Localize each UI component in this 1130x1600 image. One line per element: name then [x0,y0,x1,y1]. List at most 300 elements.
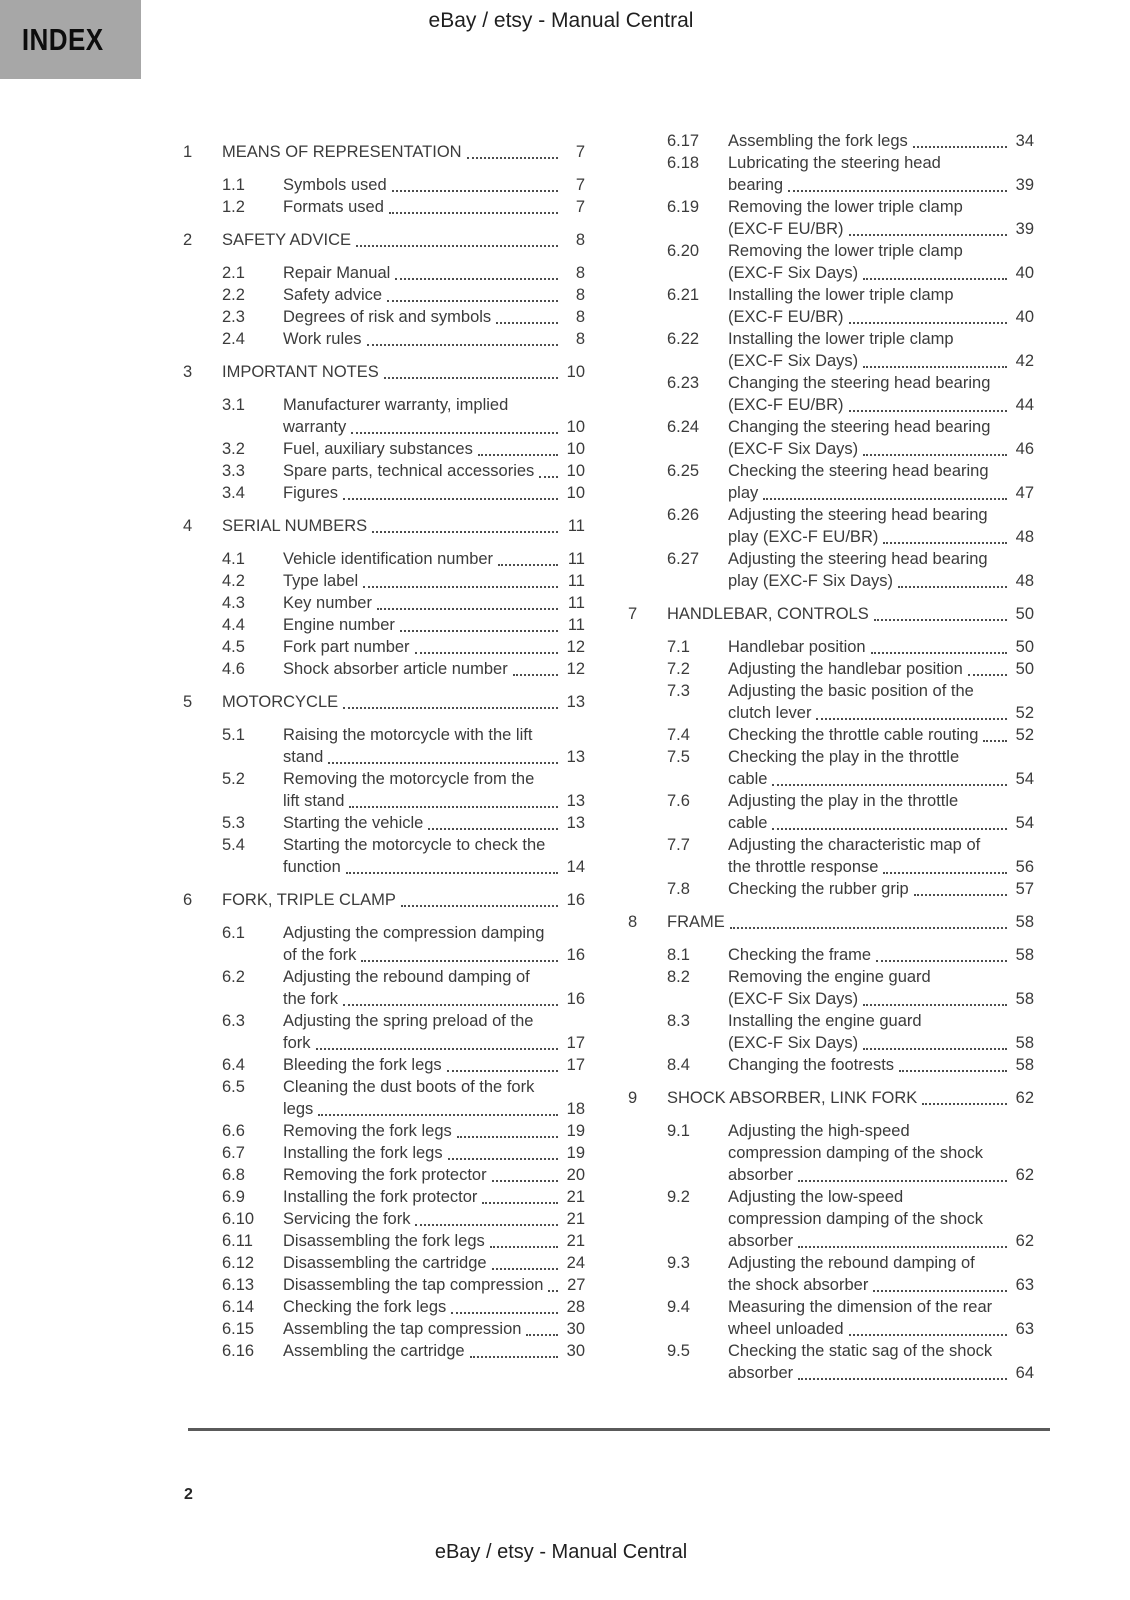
toc-entry-page-number: 39 [1015,220,1034,238]
toc-entry-number: 2.3 [222,308,245,326]
toc-entry-title-block [283,834,585,878]
dot-leader [400,630,558,632]
toc-entry-title-block [283,1274,585,1296]
toc-entry-text: compression damping of the shock [728,1144,983,1162]
toc-entry-page-number: 12 [566,660,585,678]
dot-leader [763,498,1007,500]
toc-entry-page-number: 11 [567,594,585,612]
toc-entry-number: 7.3 [667,682,690,700]
toc-entry-number: 6.9 [222,1188,245,1206]
toc-entry-text: Assembling the cartridge [283,1342,465,1360]
toc-entry-text: Fork part number [283,638,410,656]
toc-section-entry [183,636,585,658]
toc-entry-page-number: 30 [566,1342,585,1360]
toc-section-entry [628,834,1034,878]
toc-entry-text: stand [283,748,324,766]
dot-leader [788,190,1007,192]
toc-entry-title-block [728,636,1034,658]
toc-entry-number: 6.17 [667,132,700,150]
dot-leader [883,872,1007,874]
toc-entry-number: 2.2 [222,286,245,304]
toc-entry-page-number: 10 [566,462,585,480]
toc-entry-text: Adjusting the compression damping [283,924,545,942]
toc-entry-title-block [283,592,585,614]
toc-entry-number: 2 [183,231,193,249]
toc-entry-page-number: 54 [1015,770,1034,788]
page-number: 2 [184,1486,193,1503]
toc-entry-page-number: 8 [575,264,585,282]
toc-section-entry [628,1186,1034,1252]
dot-leader [849,410,1008,412]
toc-entry-number: 3.2 [222,440,245,458]
toc-entry-title-block [222,889,585,911]
toc-entry-text: Installing the fork legs [283,1144,443,1162]
toc-entry-title-block [283,1164,585,1186]
toc-entry-title-block [283,768,585,812]
toc-section-entry [183,482,585,504]
dot-leader [490,1246,558,1248]
toc-entry-text: the fork [283,990,339,1008]
toc-entry-number: 5.1 [222,726,245,744]
toc-entry-title-block [222,515,585,537]
toc-entry-number: 7.7 [667,836,690,854]
toc-entry-page-number: 21 [566,1232,585,1250]
toc-entry-text: Adjusting the rebound damping of [728,1254,975,1272]
toc-entry-page-number: 40 [1015,264,1034,282]
toc-entry-text: (EXC-F Six Days) [728,352,859,370]
toc-entry-number: 2.1 [222,264,245,282]
toc-entry-text: Type label [283,572,359,590]
dot-leader [351,432,558,434]
toc-entry-number: 6.10 [222,1210,255,1228]
toc-entry-text: IMPORTANT NOTES [222,363,379,381]
toc-entry-text: MEANS OF REPRESENTATION [222,143,462,161]
dot-leader [730,927,1007,929]
dot-leader [448,1158,558,1160]
toc-section-entry [183,1142,585,1164]
toc-entry-text: SERIAL NUMBERS [222,517,368,535]
toc-entry-page-number: 63 [1015,1320,1034,1338]
toc-entry-title-block [283,570,585,592]
toc-entry-text: Removing the motorcycle from the [283,770,535,788]
toc-entry-number: 6.3 [222,1012,245,1030]
toc-entry-page-number: 14 [566,858,585,876]
toc-entry-title-block [283,482,585,504]
toc-entry-text: (EXC-F Six Days) [728,1034,859,1052]
toc-entry-title-block [728,328,1034,372]
toc-section-entry [183,438,585,460]
toc-entry-text: legs [283,1100,314,1118]
toc-entry-number: 8.3 [667,1012,690,1030]
toc-entry-page-number: 39 [1015,176,1034,194]
toc-entry-title-block [222,141,585,163]
toc-entry-title-block [728,284,1034,328]
dot-leader [384,377,558,379]
toc-section-entry [183,1010,585,1054]
toc-entry-title-block [283,196,585,218]
toc-entry-title-block [667,1087,1034,1109]
dot-leader [863,366,1007,368]
toc-entry-title-block [283,460,585,482]
toc-entry-page-number: 11 [567,550,585,568]
toc-section-entry [628,372,1034,416]
toc-entry-text: Adjusting the steering head bearing [728,550,988,568]
dot-leader [496,322,558,324]
toc-entry-text: MOTORCYCLE [222,693,339,711]
toc-entry-title-block [283,1296,585,1318]
toc-entry-text: Assembling the fork legs [728,132,908,150]
toc-entry-title-block [728,130,1034,152]
toc-entry-text: Changing the footrests [728,1056,895,1074]
toc-entry-title-block [728,548,1034,592]
toc-entry-page-number: 64 [1015,1364,1034,1382]
toc-entry-text: absorber [728,1232,794,1250]
toc-entry-page-number: 28 [566,1298,585,1316]
toc-entry-number: 3.4 [222,484,245,502]
toc-entry-page-number: 21 [566,1210,585,1228]
toc-entry-text: Installing the lower triple clamp [728,330,954,348]
toc-entry-title-block [283,438,585,460]
toc-section-entry [628,416,1034,460]
toc-entry-text: Disassembling the cartridge [283,1254,487,1272]
toc-entry-number: 7.5 [667,748,690,766]
toc-section-entry [183,328,585,350]
toc-section-entry [628,548,1034,592]
toc-entry-text: Adjusting the spring preload of the [283,1012,534,1030]
toc-entry-text: (EXC-F EU/BR) [728,308,844,326]
toc-entry-title-block [728,196,1034,240]
toc-section-entry [628,966,1034,1010]
toc-entry-number: 6.24 [667,418,700,436]
toc-section-entry [628,152,1034,196]
toc-entry-page-number: 7 [575,143,585,161]
toc-entry-number: 6.22 [667,330,700,348]
toc-entry-text: Installing the fork protector [283,1188,478,1206]
dot-leader [863,1004,1007,1006]
toc-entry-text: the shock absorber [728,1276,869,1294]
toc-entry-text: Servicing the fork [283,1210,411,1228]
toc-entry-title-block [728,1054,1034,1076]
toc-entry-title-block [728,680,1034,724]
toc-section-entry [183,1208,585,1230]
toc-entry-number: 6.20 [667,242,700,260]
dot-leader [863,454,1007,456]
toc-chapter-entry [628,911,1034,933]
dot-leader [539,476,558,478]
toc-entry-number: 4 [183,517,193,535]
toc-entry-title-block [728,966,1034,1010]
toc-entry-page-number: 7 [575,198,585,216]
dot-leader [968,674,1007,676]
toc-section-entry [183,306,585,328]
toc-entry-page-number: 20 [566,1166,585,1184]
toc-entry-number: 6.13 [222,1276,255,1294]
toc-entry-text: Changing the steering head bearing [728,418,991,436]
toc-entry-title-block [283,394,585,438]
dot-leader [387,300,558,302]
toc-entry-page-number: 8 [575,330,585,348]
toc-section-entry [628,460,1034,504]
toc-entry-page-number: 57 [1015,880,1034,898]
toc-entry-text: Removing the engine guard [728,968,931,986]
dot-leader [318,1114,558,1116]
toc-entry-text: play (EXC-F Six Days) [728,572,894,590]
toc-entry-text: play [728,484,759,502]
toc-entry-title-block [728,240,1034,284]
toc-entry-title-block [728,790,1034,834]
toc-entry-page-number: 18 [566,1100,585,1118]
dot-leader [392,190,558,192]
toc-chapter-entry [183,691,585,713]
toc-section-entry [628,1054,1034,1076]
toc-section-entry [183,570,585,592]
toc-entry-title-block [283,284,585,306]
toc-entry-number: 9 [628,1089,638,1107]
toc-entry-page-number: 13 [566,792,585,810]
toc-entry-text: Checking the steering head bearing [728,462,989,480]
toc-entry-text: Figures [283,484,339,502]
toc-entry-number: 1 [183,143,193,161]
toc-entry-text: (EXC-F Six Days) [728,264,859,282]
dot-leader [492,1268,558,1270]
toc-entry-text: Checking the static sag of the shock [728,1342,993,1360]
toc-entry-text: HANDLEBAR, CONTROLS [667,605,869,623]
toc-entry-text: Spare parts, technical accessories [283,462,535,480]
toc-entry-number: 4.5 [222,638,245,656]
toc-entry-number: 9.1 [667,1122,690,1140]
toc-entry-title-block [283,174,585,196]
toc-entry-title-block [283,1010,585,1054]
toc-entry-title-block [283,1208,585,1230]
toc-entry-text: Removing the fork legs [283,1122,452,1140]
toc-entry-text: Adjusting the basic position of the [728,682,974,700]
toc-entry-page-number: 58 [1015,946,1034,964]
toc-section-entry [183,284,585,306]
toc-entry-page-number: 13 [566,693,585,711]
toc-entry-page-number: 52 [1015,704,1034,722]
toc-entry-title-block [283,1252,585,1274]
toc-entry-number: 6.6 [222,1122,245,1140]
toc-section-entry [183,1076,585,1120]
toc-entry-text: SHOCK ABSORBER, LINK FORK [667,1089,918,1107]
dot-leader [772,828,1007,830]
toc-entry-text: Adjusting the play in the throttle [728,792,959,810]
dot-leader [849,322,1008,324]
toc-entry-number: 4.4 [222,616,245,634]
dot-leader [863,278,1007,280]
dot-leader [772,784,1007,786]
toc-entry-title-block [728,658,1034,680]
dot-leader [346,872,558,874]
dot-leader [457,1136,558,1138]
toc-section-entry [183,768,585,812]
toc-entry-number: 6.27 [667,550,700,568]
toc-entry-title-block [283,966,585,1010]
toc-chapter-entry [183,515,585,537]
dot-leader [492,1180,558,1182]
toc-section-entry [628,878,1034,900]
toc-entry-title-block [728,152,1034,196]
dot-leader [922,1103,1007,1105]
toc-entry-page-number: 21 [566,1188,585,1206]
dot-leader [798,1246,1007,1248]
toc-entry-number: 6.16 [222,1342,255,1360]
toc-entry-number: 8.2 [667,968,690,986]
toc-section-entry [183,460,585,482]
toc-entry-page-number: 58 [1015,990,1034,1008]
dot-leader [343,1004,558,1006]
toc-entry-page-number: 8 [575,286,585,304]
toc-entry-title-block [283,1230,585,1252]
toc-entry-text: Raising the motorcycle with the lift [283,726,533,744]
toc-section-entry [183,812,585,834]
dot-leader [316,1048,558,1050]
toc-entry-text: SAFETY ADVICE [222,231,351,249]
dot-leader [356,245,558,247]
toc-chapter-entry [628,603,1034,625]
toc-entry-text: Checking the throttle cable routing [728,726,979,744]
toc-entry-text: Lubricating the steering head [728,154,941,172]
toc-entry-text: compression damping of the shock [728,1210,983,1228]
toc-entry-number: 6.1 [222,924,245,942]
toc-entry-title-block [283,1340,585,1362]
toc-section-entry [183,174,585,196]
toc-entry-title-block [283,1318,585,1340]
toc-section-entry [628,328,1034,372]
toc-entry-text: (EXC-F EU/BR) [728,396,844,414]
toc-section-entry [183,834,585,878]
toc-section-entry [628,1340,1034,1384]
toc-entry-number: 6.15 [222,1320,255,1338]
toc-entry-title-block [222,691,585,713]
toc-entry-text: bearing [728,176,784,194]
dot-leader [451,1312,558,1314]
toc-entry-number: 3.1 [222,396,245,414]
toc-entry-number: 4.2 [222,572,245,590]
toc-entry-page-number: 50 [1015,660,1034,678]
toc-entry-text: Bleeding the fork legs [283,1056,442,1074]
toc-entry-page-number: 30 [566,1320,585,1338]
toc-entry-number: 3 [183,363,193,381]
toc-entry-page-number: 58 [1015,1056,1034,1074]
toc-entry-number: 6 [183,891,193,909]
toc-entry-title-block [283,658,585,680]
dot-leader [328,762,558,764]
toc-entry-page-number: 11 [567,572,585,590]
dot-leader [447,1070,558,1072]
toc-entry-text: Checking the fork legs [283,1298,447,1316]
page-footer: eBay / etsy - Manual Central [434,1541,688,1563]
toc-entry-number: 6.4 [222,1056,245,1074]
toc-entry-number: 5.4 [222,836,245,854]
dot-leader [871,652,1007,654]
toc-column-left [183,130,585,1384]
dot-leader [874,619,1007,621]
toc-entry-page-number: 58 [1015,1034,1034,1052]
toc-entry-number: 5 [183,693,193,711]
toc-entry-page-number: 46 [1015,440,1034,458]
toc-section-entry [183,1120,585,1142]
dot-leader [361,960,558,962]
dot-leader [343,498,558,500]
toc-entry-page-number: 13 [566,748,585,766]
toc-entry-text: fork [283,1034,311,1052]
dot-leader [395,278,558,280]
toc-entry-text: Adjusting the rebound damping of [283,968,530,986]
dot-leader [876,960,1007,962]
dot-leader [983,740,1007,742]
toc-chapter-entry [183,141,585,163]
toc-entry-number: 6.25 [667,462,700,480]
toc-entry-title-block [728,416,1034,460]
dot-leader [798,1378,1007,1380]
toc-entry-number: 8 [628,913,638,931]
toc-entry-page-number: 42 [1015,352,1034,370]
toc-entry-text: absorber [728,1364,794,1382]
toc-entry-text: Fuel, auxiliary substances [283,440,473,458]
toc-entry-title-block [667,911,1034,933]
dot-leader [883,542,1007,544]
toc-section-entry [183,614,585,636]
toc-entry-title-block [728,372,1034,416]
toc-entry-text: Installing the engine guard [728,1012,922,1030]
dot-leader [899,1070,1007,1072]
toc-section-entry [628,790,1034,834]
toc-entry-page-number: 16 [566,946,585,964]
toc-section-entry [183,196,585,218]
toc-entry-number: 1.2 [222,198,245,216]
toc-entry-text: Disassembling the fork legs [283,1232,485,1250]
toc-entry-title-block [728,724,1034,746]
toc-entry-number: 7.6 [667,792,690,810]
toc-section-entry [628,658,1034,680]
toc-entry-text: Key number [283,594,372,612]
toc-entry-text: of the fork [283,946,357,964]
toc-entry-title-block [283,812,585,834]
toc-entry-text: Symbols used [283,176,387,194]
toc-section-entry [628,1120,1034,1186]
toc-entry-page-number: 54 [1015,814,1034,832]
toc-entry-text: Measuring the dimension of the rear [728,1298,993,1316]
toc-entry-page-number: 34 [1015,132,1034,150]
toc-entry-page-number: 8 [575,308,585,326]
toc-entry-text: Changing the steering head bearing [728,374,991,392]
toc-entry-title-block [222,229,585,251]
toc-entry-page-number: 44 [1015,396,1034,414]
dot-leader [401,905,558,907]
toc-entry-number: 9.5 [667,1342,690,1360]
toc-entry-text: Installing the lower triple clamp [728,286,954,304]
toc-chapter-entry [183,229,585,251]
toc-entry-title-block [283,262,585,284]
toc-entry-number: 7 [628,605,638,623]
toc-entry-page-number: 50 [1015,605,1034,623]
toc-entry-page-number: 47 [1015,484,1034,502]
toc-entry-page-number: 11 [567,616,585,634]
dot-leader [849,234,1008,236]
toc-section-entry [628,636,1034,658]
toc-entry-text: Formats used [283,198,384,216]
toc-entry-title-block [283,922,585,966]
toc-entry-number: 6.23 [667,374,700,392]
dot-leader [482,1202,558,1204]
toc-entry-text: Starting the vehicle [283,814,424,832]
toc-entry-page-number: 10 [566,484,585,502]
dot-leader [913,146,1007,148]
toc-entry-text: Cleaning the dust boots of the fork [283,1078,535,1096]
toc-entry-text: Vehicle identification number [283,550,494,568]
toc-entry-page-number: 19 [566,1144,585,1162]
